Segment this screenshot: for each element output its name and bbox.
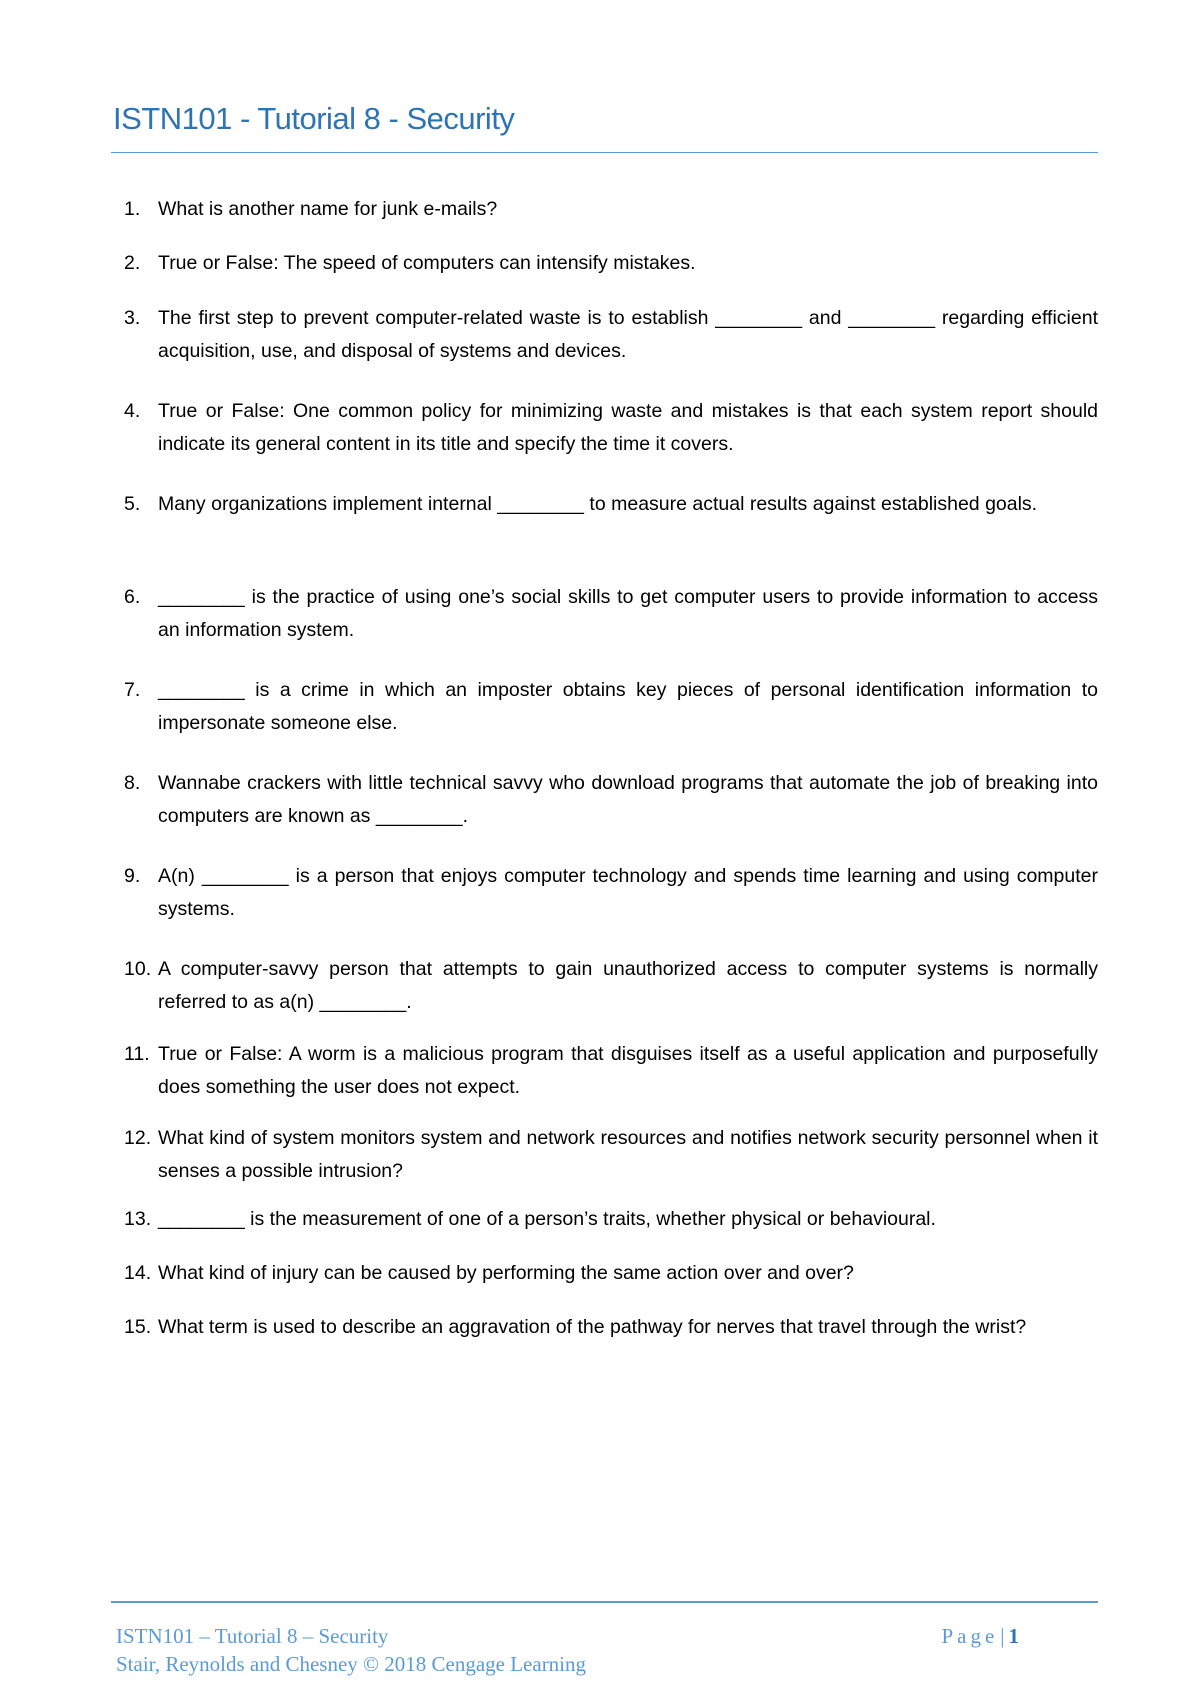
question-item [111, 1203, 1098, 1236]
question-item [111, 1038, 1098, 1104]
question-number: 3. [124, 307, 141, 329]
question-item [111, 767, 1098, 833]
question-item [111, 247, 1098, 280]
footer-copyright-line: Stair, Reynolds and Chesney © 2018 Cengage Learning [116, 1652, 587, 1676]
footer-course-line: ISTN101 – Tutorial 8 – Security [116, 1624, 389, 1648]
title-divider [111, 152, 1098, 153]
page-separator: | [1000, 1624, 1005, 1648]
question-text: The first step to prevent computer-related waste is to establish ________ and ________ regarding efficient acquisition, use, and disposal of systems and devices. [158, 307, 1098, 362]
question-number: 1. [124, 198, 141, 220]
question-item [111, 953, 1098, 1019]
question-number: 7. [124, 679, 141, 701]
question-item [111, 860, 1098, 926]
question-item [111, 674, 1098, 740]
question-text: ________ is the measurement of one of a person’s traits, whether physical or behavioural. [158, 1208, 936, 1230]
question-number: 8. [124, 772, 141, 794]
question-item [111, 1311, 1098, 1344]
page-label: Page [941, 1624, 999, 1648]
question-number: 11. [124, 1043, 150, 1065]
page-title: ISTN101 - Tutorial 8 - Security [113, 101, 515, 136]
question-number: 13. [124, 1208, 152, 1230]
question-text: Wannabe crackers with little technical savvy who download programs that automate the job of breaking into computers are known as ________. [158, 772, 1098, 827]
question-number: 9. [124, 865, 141, 887]
question-number: 2. [124, 252, 141, 274]
question-text: What term is used to describe an aggravation of the pathway for nerves that travel through the wrist? [158, 1316, 1027, 1338]
question-number: 15. [124, 1316, 152, 1338]
question-number: 5. [124, 493, 141, 515]
question-text: Many organizations implement internal ________ to measure actual results against established goals. [158, 493, 1038, 515]
question-item [111, 302, 1098, 368]
question-text: A(n) ________ is a person that enjoys computer technology and spends time learning and using computer systems. [158, 865, 1098, 920]
question-text: True or False: One common policy for minimizing waste and mistakes is that each system report should indicate its general content in its title and specify the time it covers. [158, 400, 1098, 455]
question-number: 6. [124, 586, 141, 608]
question-number: 10. [124, 958, 152, 980]
footer-divider [111, 1601, 1098, 1603]
question-item [111, 395, 1098, 461]
question-text: A computer-savvy person that attempts to gain unauthorized access to computer systems is normally referred to as a(n) ________. [158, 958, 1098, 1013]
question-item [111, 1122, 1098, 1188]
question-text: What is another name for junk e-mails? [158, 198, 498, 220]
question-text: True or False: The speed of computers can intensify mistakes. [158, 252, 696, 274]
question-text: What kind of system monitors system and network resources and notifies network security personnel when it senses a possible intrusion? [158, 1127, 1098, 1182]
question-number: 12. [124, 1127, 152, 1149]
question-text: What kind of injury can be caused by performing the same action over and over? [158, 1262, 854, 1284]
question-text: True or False: A worm is a malicious program that disguises itself as a useful application and purposefully does something the user does not expect. [158, 1043, 1098, 1098]
question-text: ________ is the practice of using one’s social skills to get computer users to provide information to access an information system. [158, 586, 1098, 641]
page-number-block [941, 1624, 1019, 1649]
page-number: 1 [1008, 1624, 1019, 1648]
question-item [111, 193, 1098, 226]
question-item [111, 581, 1098, 647]
question-number: 4. [124, 400, 141, 422]
question-number: 14. [124, 1262, 152, 1284]
question-item [111, 1257, 1098, 1290]
question-item [111, 488, 1098, 521]
question-text: ________ is a crime in which an imposter obtains key pieces of personal identification information to impersonate someone else. [158, 679, 1098, 734]
